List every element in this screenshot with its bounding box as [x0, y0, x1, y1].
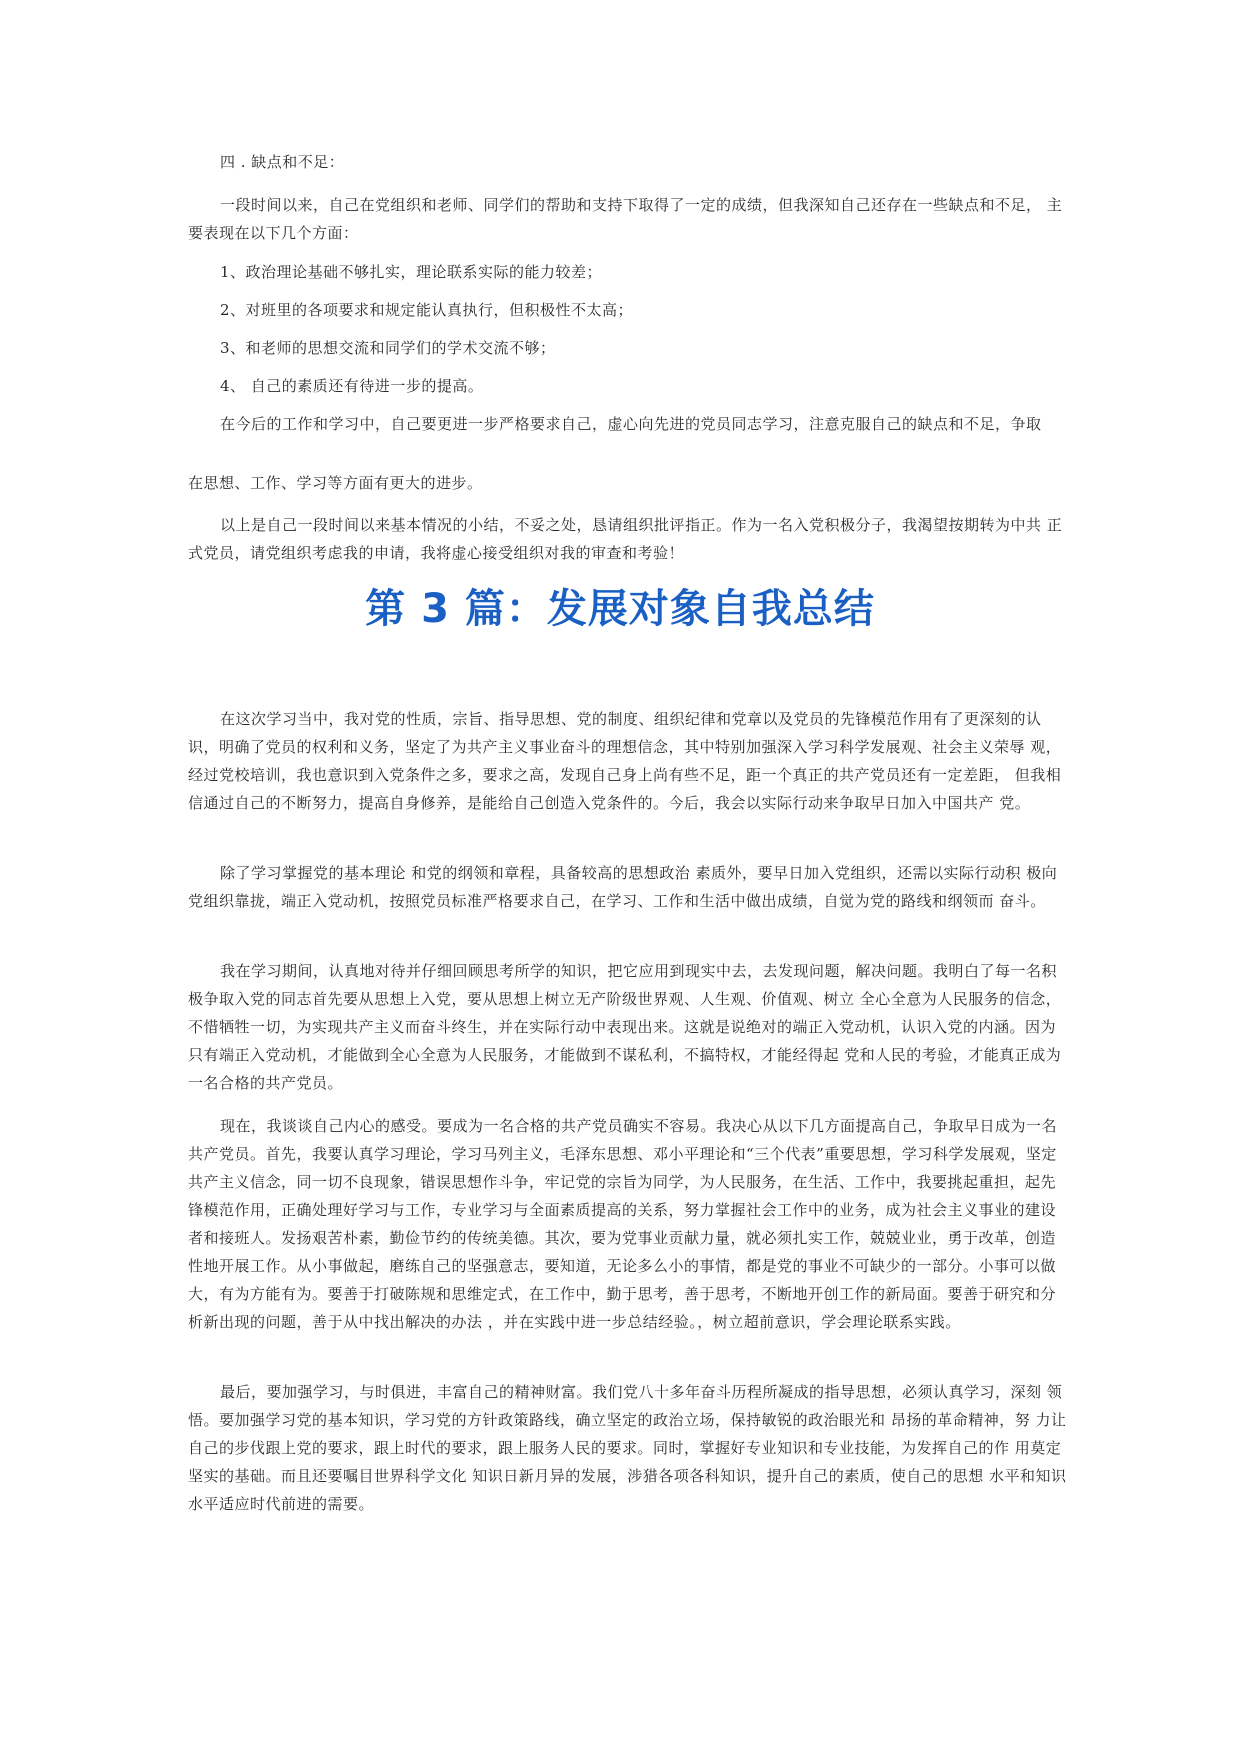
future-plan-line: 在今后的工作和学习中，自己要更进一步严格要求自己，虚心向先进的党员同志学习，注意克服自己的缺点和不足，争取	[220, 415, 1042, 433]
list-item: 2、对班里的各项要求和规定能认真执行，但积极性不太高；	[220, 301, 634, 319]
closing-paragraph: 以上是自己一段时间以来基本情况的小结，不妥之处，恳请组织批评指正。作为一名入党积极分子，我渴望按期转为中共 正式党员，请党组织考虑我的申请，我将虚心接受组织对我的审查和考验！	[188, 516, 1063, 562]
section-intro-paragraph: 一段时间以来，自己在党组织和老师、同学们的帮助和支持下取得了一定的成绩，但我深知自己还存在一些缺点和不足， 主要表现在以下几个方面：	[188, 196, 1063, 242]
list-item: 1、政治理论基础不够扎实，理论联系实际的能力较差；	[220, 263, 603, 281]
article-paragraph: 最后，要加强学习，与时俱进，丰富自己的精神财富。我们党八十多年奋斗历程所凝成的指导思想，必须认真学习，深刻 领悟。要加强学习党的基本知识，学习党的方针政策路线，确立坚定的政治立场，保持敏锐的政治眼光和 昂扬的革命精神，努 力让自己的步伐跟上党的要求，跟上时代的要求，跟上服务人民的要求。同时，掌握好专业知识和专业技能，为发挥自己的作 用莫定坚实的基础。而且还要嘱目世界科学文化 知识日新月异的发展，涉猎各项各科知识，提升自己的素质，使自己的思想 水平和知识水平适应时代前进的需要。	[188, 1383, 1067, 1513]
article-paragraph: 现在，我谈谈自己内心的感受。要成为一名合格的共产党员确实不容易。我决心从以下几方面提高自己，争取早日成为一名共产党员。首先，我要认真学习理论，学习马列主义，毛泽东思想、邓小平理论和“三个代表”重要思想，学习科学发展观，坚定共产主义信念，同一切不良现象，错误思想作斗争，牢记党的宗旨为同学，为人民服务，在生活、工作中，我要挑起重担，起先锋模范作用，正确处理好学习与工作，专业学习与全面素质提高的关系，努力掌握社会工作中的业务，成为社会主义事业的建设者和接班人。发扬艰苦朴素，勤俭节约的传统美德。其次，要为党事业贡献力量，就必须扎实工作，兢兢业业，勇于改革，创造性地开展工作。从小事做起，磨练自己的坚强意志，要知道，无论多么小的事情，都是党的事业不可缺少的一部分。小事可以做大，有为方能有为。要善于打破陈规和思维定式，在工作中，勤于思考，善于思考，不断地开创工作的新局面。要善于研究和分析新出现的问题，善于从中找出解决的办法 ，并在实践中进一步总结经验。，树立超前意识，学会理论联系实践。	[188, 1117, 1058, 1331]
list-item: 3、和老师的思想交流和同学们的学术交流不够；	[220, 339, 556, 357]
list-item: 4、 自己的素质还有待进一步的提高。	[220, 377, 484, 395]
section-heading: 四 . 缺点和不足：	[220, 153, 345, 171]
article-title: 第 3 篇：发展对象自我总结	[365, 586, 875, 632]
future-plan-continuation: 在思想、工作、学习等方面有更大的进步。	[188, 474, 483, 492]
article-paragraph: 我在学习期间，认真地对待并仔细回顾思考所学的知识，把它应用到现实中去，去发现问题，解决问题。我明白了每一名积极争取入党的同志首先要从思想上入党，要从思想上树立无产阶级世界观、人生观、价值观、树立 全心全意为人民服务的信念，不惜牺牲一切，为实现共产主义而奋斗终生，并在实际行动中表现出来。这就是说绝对的端正入党动机，认识入党的内涵。因为只有端正入党动机，才能做到全心全意为人民服务，才能做到不谋私利，不搞特权，才能经得起 党和人民的考验，才能真正成为一名合格的共产党员。	[188, 962, 1062, 1092]
article-paragraph: 除了学习掌握党的基本理论 和党的纲领和章程，具备较高的思想政治 素质外，要早日加入党组织，还需以实际行动积 极向党组织靠拢，端正入党动机，按照党员标准严格要求自己，在学习、工作和生活中做出成绩，自觉为党的路线和纲领而 奋斗。	[188, 864, 1058, 910]
article-paragraph: 在这次学习当中，我对党的性质，宗旨、指导思想、党的制度、组织纪律和党章以及党员的先锋模范作用有了更深刻的认 识，明确了党员的权利和义务，坚定了为共产主义事业奋斗的理想信念，其中特别加强深入学习科学发展观、社会主义荣辱 观，经过党校培训，我也意识到入党条件之多，要求之高，发现自己身上尚有些不足，距一个真正的共产党员还有一定差距， 但我相信通过自己的不断努力，提高自身修养，是能给自己创造入党条件的。今后，我会以实际行动来争取早日加入中国共产 党。	[188, 710, 1062, 812]
